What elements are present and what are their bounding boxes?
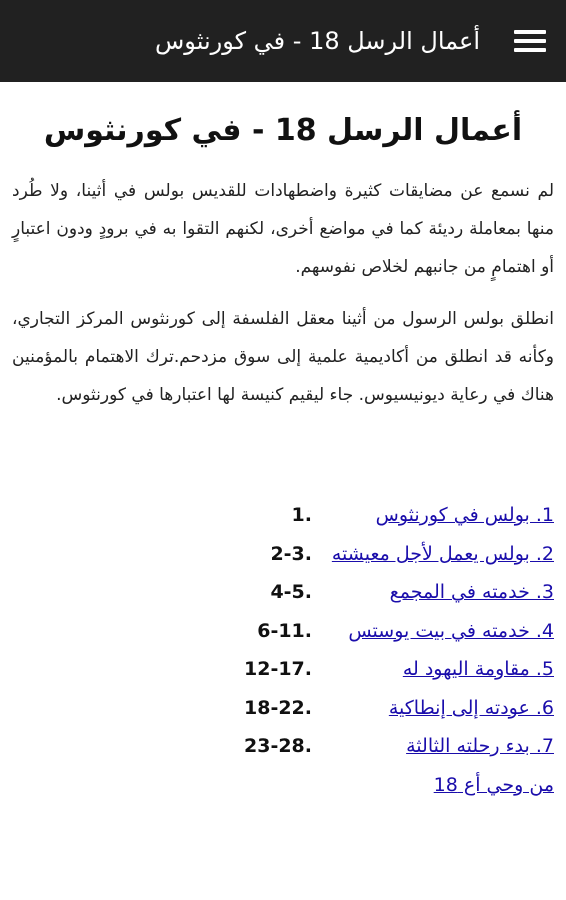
- toc-verse-range: 18-22.: [244, 696, 312, 719]
- toc-link-4[interactable]: 4. خدمته في بيت يوستس: [348, 619, 554, 642]
- toc-link-5[interactable]: 5. مقاومة اليهود له: [402, 658, 554, 681]
- table-of-contents: [12, 496, 554, 804]
- menu-bar-line: [514, 30, 546, 34]
- toc-link-7[interactable]: 7. بدء رحلته الثالثة: [406, 735, 554, 758]
- toc-link-2[interactable]: 2. بولس يعمل لأجل معيشته: [331, 542, 554, 565]
- menu-bar-line: [514, 39, 546, 43]
- toc-link-1[interactable]: 1. بولس في كورنثوس: [375, 504, 554, 527]
- app-bar-title: أعمال الرسل 18 - في كورنثوس: [155, 27, 480, 55]
- toc-row: [12, 650, 554, 689]
- toc-verse-range: 23-28.: [244, 735, 312, 758]
- toc-verse-range: 12-17.: [244, 658, 312, 681]
- toc-row: [12, 612, 554, 651]
- toc-verse-range: 1.: [291, 504, 312, 527]
- toc-verse-range: 6-11.: [257, 619, 312, 642]
- intro-paragraph: لم نسمع عن مضايقات كثيرة واضطهادات للقديس بولس في أثينا، ولا طُرد منها بمعاملة رديئة كما في مواضع أخرى، لكنهم التقوا به في برودٍ ودون اعتبارٍ أو اهتمامٍ من جانبهم لخلاص نفوسهم.: [12, 181, 554, 277]
- hamburger-menu-icon[interactable]: [514, 26, 546, 56]
- toc-verse-range: 2-3.: [270, 542, 312, 565]
- toc-link-reflection[interactable]: من وحي أع 18: [433, 773, 554, 796]
- toc-link-6[interactable]: 6. عودته إلى إنطاكية: [388, 696, 554, 719]
- toc-link-3[interactable]: 3. خدمته في المجمع: [389, 581, 554, 604]
- page-title: أعمال الرسل 18 - في كورنثوس: [43, 113, 523, 148]
- app-bar: [0, 0, 566, 82]
- toc-verse-range: 4-5.: [270, 581, 312, 604]
- toc-row: [12, 727, 554, 766]
- toc-row: [12, 766, 554, 805]
- main-content: [0, 110, 566, 804]
- toc-row: [12, 496, 554, 535]
- toc-row: [12, 689, 554, 728]
- menu-bar-line: [514, 48, 546, 52]
- second-paragraph: انطلق بولس الرسول من أثينا معقل الفلسفة إلى كورنثوس المركز التجاري، وكأنه قد انطلق من أكاديمية علمية إلى سوق مزدحم.ترك الاهتمام بالمؤمنين هناك في رعاية ديونيسيوس. جاء ليقيم كنيسة لها اعتبارها في كورنثوس.: [12, 309, 554, 405]
- toc-row: [12, 573, 554, 612]
- toc-row: [12, 535, 554, 574]
